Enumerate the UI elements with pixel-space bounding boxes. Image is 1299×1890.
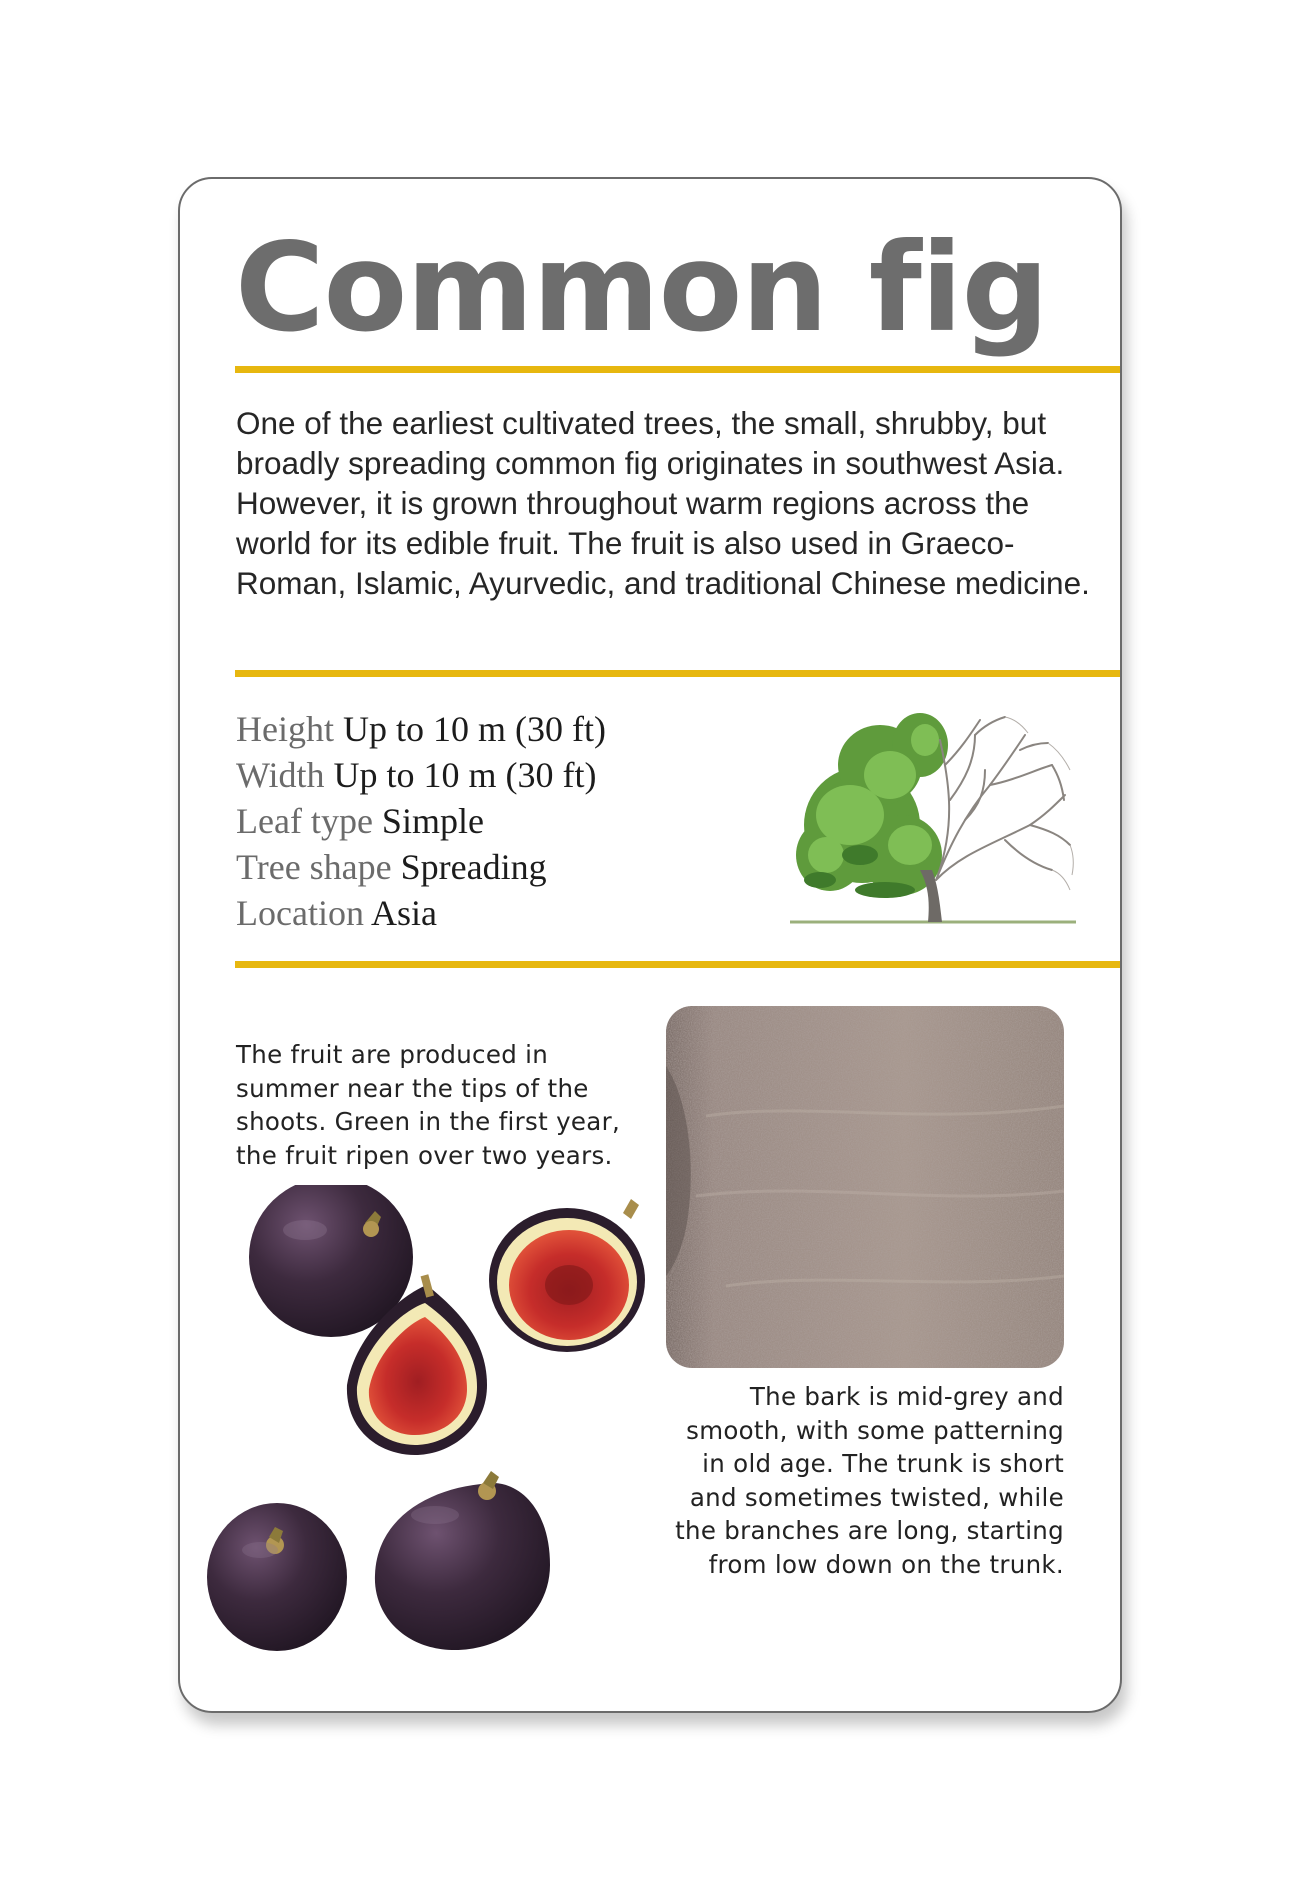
caption-line: smooth, with some patterning [686,1415,1064,1445]
fact-value: Spreading [400,847,547,887]
caption-line: shoots. Green in the first year, [236,1107,621,1136]
fact-label: Tree shape [236,847,392,887]
fig-cut-1 [489,1199,645,1352]
bark-caption [660,1380,1064,1581]
caption-line: the fruit ripen over two years. [236,1140,613,1170]
fig-whole-2 [207,1503,347,1651]
fact-leaf-type [236,798,606,844]
caption-line: in old age. The trunk is short [702,1449,1064,1478]
fact-location [236,890,606,936]
caption-line: The fruit are produced in [236,1040,549,1069]
fact-width [236,752,606,798]
caption-line: from low down on the trunk. [708,1549,1064,1579]
caption-line: and sometimes twisted, while [689,1482,1064,1512]
caption-line: The bark is mid-grey and [749,1382,1064,1411]
page-title: Common fig [235,217,1048,359]
fact-height [236,706,606,752]
fact-label: Leaf type [236,801,373,841]
fact-value: Simple [381,801,484,841]
caption-line: summer near the tips of the [236,1073,589,1103]
fact-label: Width [236,755,325,795]
fruit-caption [236,1038,620,1172]
fact-value: Asia [370,893,437,933]
fact-label: Height [236,709,334,749]
fact-label: Location [236,893,364,933]
caption-line: the branches are long, starting [675,1516,1064,1545]
fact-value: Up to 10 m (30 ft) [333,755,597,795]
divider-middle [235,670,1120,677]
fact-tree-shape [236,844,606,890]
fact-list [236,706,606,936]
tree-illustration-icon [790,705,1076,930]
fact-value: Up to 10 m (30 ft) [342,709,606,749]
divider-top [235,366,1120,373]
fig-whole-3 [375,1471,550,1650]
bark-photo [666,1006,1064,1368]
divider-bottom [235,961,1120,968]
species-description: One of the earliest cultivated trees, the small, shrubby, but broadly spreading common fig originates in southwest Asia. However, it is grown throughout warm regions across the world for its edible fruit. The fruit is also used in Graeco-Roman, Islamic, Ayurvedic, and traditional Chinese medicine. [236,405,1090,601]
fig-fruits-photo [205,1185,660,1655]
